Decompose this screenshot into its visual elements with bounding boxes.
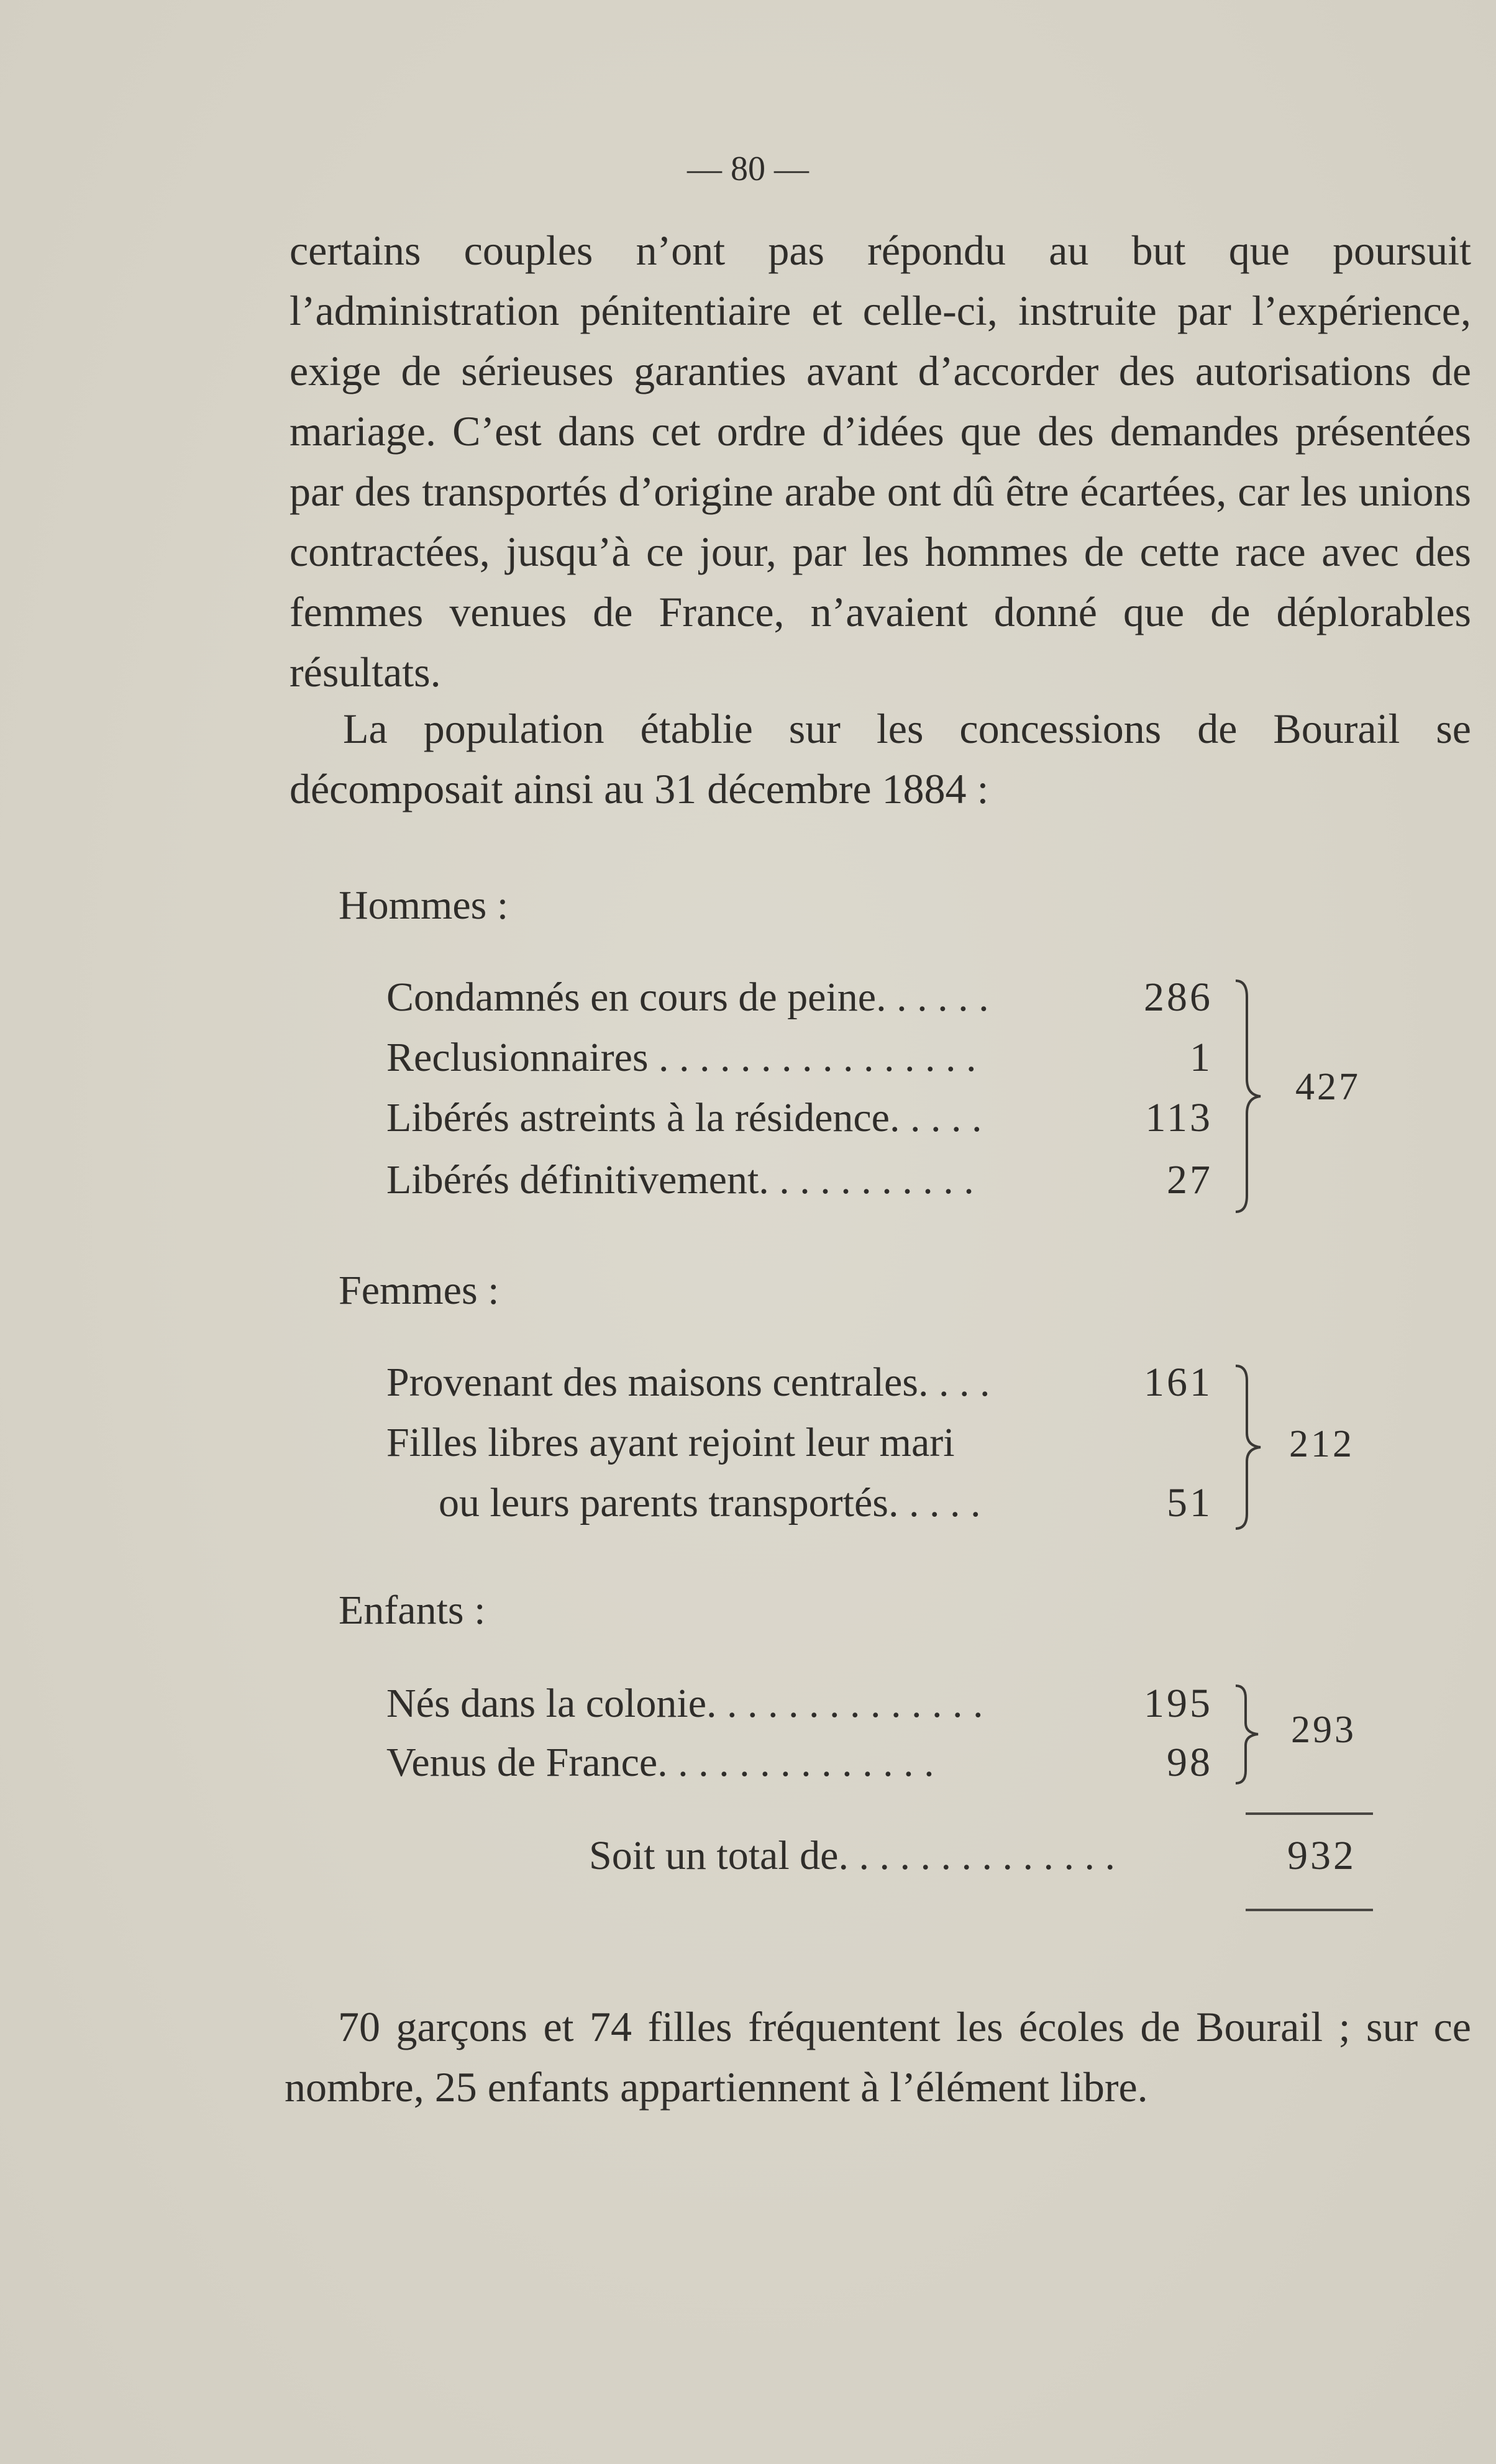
row-label: Libérés astreints à la résidence. . . . .	[386, 1095, 982, 1140]
table-row	[386, 1739, 1213, 1795]
row-value: 1	[1190, 1035, 1213, 1080]
row-value: 195	[1144, 1681, 1213, 1726]
row-label: Nés dans la colonie. . . . . . . . . . . . . .	[386, 1681, 983, 1726]
brace-enfants	[1233, 1683, 1270, 1786]
table-row	[386, 1480, 1213, 1535]
brace-femmes	[1233, 1363, 1270, 1531]
schools-paragraph	[285, 1997, 1471, 2117]
row-label: Provenant des maisons centrales. . . .	[386, 1360, 990, 1405]
table-row	[386, 1419, 1213, 1475]
row-label: Reclusionnaires . . . . . . . . . . . . . . . .	[386, 1035, 977, 1080]
table-row	[386, 1094, 1213, 1150]
table-row	[386, 974, 1213, 1030]
page-number: — 80 —	[687, 150, 809, 188]
table-row	[386, 1034, 1213, 1090]
section-title-enfants: Enfants :	[339, 1588, 486, 1633]
table-row	[386, 1680, 1213, 1736]
grand-total-value: 932	[1287, 1833, 1356, 1878]
group-total-hommes: 427	[1295, 1066, 1361, 1108]
intro-paragraph-text: certains couples n’ont pas répondu au but que poursuit l’administration pénitentiaire et celle-ci, instruite par l’expérience, exige de sérieuses garanties avant d’accorder des autorisations de mariage. C’est dans cet ordre d’idées que des demandes présentées par des transportés d’origine arabe ont dû être écartées, car les unions contractées, jusqu’à ce jour, par les hommes de cette race avec des femmes venues de France, n’avaient donné que de déplorables résultats.	[290, 227, 1471, 696]
row-label: Filles libres ayant rejoint leur mari	[386, 1420, 955, 1465]
row-label: Venus de France. . . . . . . . . . . . . .	[386, 1740, 934, 1785]
section-title-hommes: Hommes :	[339, 883, 509, 928]
row-label: ou leurs parents transportés. . . . .	[439, 1480, 981, 1525]
row-value: 27	[1167, 1157, 1213, 1202]
row-label: Libérés définitivement. . . . . . . . . . .	[386, 1157, 974, 1202]
grand-total-label: Soit un total de. . . . . . . . . . . . . .	[589, 1833, 1115, 1878]
population-paragraph	[290, 699, 1471, 819]
total-rule-bottom	[1246, 1909, 1373, 1911]
section-title-femmes: Femmes :	[339, 1268, 499, 1313]
brace-hommes	[1233, 978, 1270, 1214]
table-row	[386, 1359, 1213, 1415]
group-total-femmes: 212	[1289, 1423, 1354, 1465]
row-label: Condamnés en cours de peine. . . . . .	[386, 975, 989, 1020]
row-value: 51	[1167, 1480, 1213, 1525]
group-total-enfants: 293	[1291, 1709, 1356, 1751]
schools-paragraph-text: 70 garçons et 74 filles fréquentent les écoles de Bourail ; sur ce nombre, 25 enfants appartiennent à l’élément libre.	[285, 2003, 1471, 2111]
total-rule-top	[1246, 1812, 1373, 1815]
row-value: 98	[1167, 1740, 1213, 1785]
row-value: 161	[1144, 1360, 1213, 1405]
population-paragraph-text: La population établie sur les concessions de Bourail se décomposait ainsi au 31 décembre 1884 :	[290, 705, 1471, 812]
intro-paragraph	[290, 220, 1471, 702]
row-value: 286	[1144, 975, 1213, 1020]
table-row	[386, 1157, 1213, 1212]
row-value: 113	[1145, 1095, 1213, 1140]
